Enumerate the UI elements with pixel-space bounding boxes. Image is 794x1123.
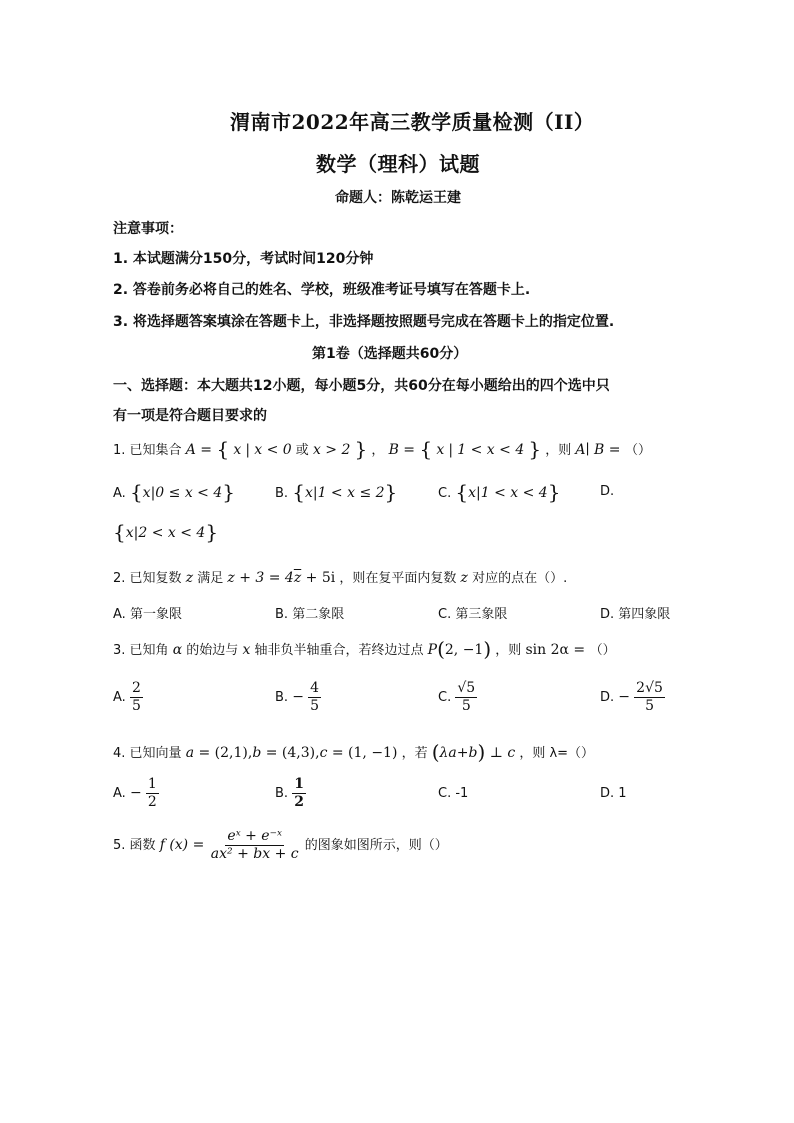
question-text: ，则	[545, 443, 572, 458]
option-d-content	[113, 520, 218, 544]
fraction-denominator: 5	[310, 697, 319, 714]
option-c	[438, 480, 560, 504]
math-var: x	[468, 485, 476, 501]
separator-bar: |	[448, 442, 454, 458]
math-cond: 1 < x < 4	[480, 485, 548, 501]
separator-bar: |	[133, 525, 139, 541]
option-label: B.	[275, 689, 289, 705]
option-b	[275, 480, 397, 504]
question-text: ，则在复平面内复数	[339, 571, 457, 586]
option-d	[600, 603, 670, 622]
question-text: 满足	[197, 571, 224, 586]
math-var: x	[436, 442, 445, 458]
option-text: -1	[455, 786, 469, 801]
fraction-denominator: 5	[131, 697, 141, 714]
fraction-denominator: ax² + bx + c	[210, 845, 299, 862]
brace-open-icon: {	[129, 480, 143, 504]
notice-item: 3. 将选择题答案填涂在答题卡上，非选择题按照题号完成在答题卡上的指定位置.	[113, 314, 615, 330]
option-label: D.	[600, 786, 615, 801]
option-label: D.	[600, 484, 615, 499]
option-label: D.	[600, 689, 615, 705]
math-cond: 0 ≤ x < 4	[155, 485, 223, 501]
fraction-numerator: 2√5	[636, 680, 663, 696]
fraction-numerator: 2	[131, 680, 141, 696]
option-label: D.	[600, 607, 615, 622]
math-var: x	[125, 525, 134, 541]
option-a	[113, 680, 143, 715]
math-var: α	[172, 642, 183, 658]
option-label: A.	[113, 607, 126, 622]
question-3	[113, 637, 616, 661]
math-value: = (2,1),	[194, 745, 253, 761]
fraction	[130, 680, 143, 715]
option-sign: −	[292, 688, 304, 705]
question-text: 的始边与	[186, 643, 239, 658]
fraction	[634, 680, 665, 715]
brace-close-icon: }	[205, 520, 219, 544]
option-label: A.	[113, 689, 126, 705]
question-text: 的图象如图所示，则（）	[304, 837, 448, 853]
math-cond: 1 < x < 4	[457, 442, 525, 458]
option-text: 第三象限	[455, 607, 508, 622]
brace-open-icon: {	[455, 480, 469, 504]
answer-blank: （）	[624, 443, 651, 458]
question-stem: 5. 函数	[113, 837, 156, 853]
fraction	[308, 680, 321, 715]
brace-close-icon: }	[222, 480, 236, 504]
math-conjugate: $\overline{z}$	[293, 570, 302, 586]
brace-close-icon: }	[547, 480, 561, 504]
paren-close-icon: )	[483, 637, 492, 661]
option-c	[438, 603, 507, 622]
option-label: B.	[275, 785, 289, 801]
math-cond: x < 0	[254, 442, 292, 458]
fraction-numerator: 1	[147, 776, 157, 792]
option-label: C.	[438, 786, 452, 801]
option-c	[438, 786, 468, 801]
vector-c: c	[507, 745, 516, 761]
math-expr: A∣ B =	[575, 442, 625, 458]
math-expr: + 5i	[301, 570, 336, 586]
question-text: ，则	[495, 643, 522, 658]
option-label: C.	[438, 689, 452, 705]
brace-close-icon: }	[528, 437, 542, 461]
vector-c: c	[319, 745, 328, 761]
notice-heading: 注意事项：	[113, 221, 183, 237]
fraction	[209, 828, 301, 863]
option-a	[113, 776, 159, 811]
question-4	[113, 740, 594, 764]
fraction-denominator: 5	[645, 697, 654, 714]
option-label: B.	[275, 607, 289, 622]
question-text: ，若	[401, 746, 428, 761]
option-d	[600, 786, 627, 801]
option-label: A.	[113, 486, 126, 501]
math-var: x	[242, 642, 251, 658]
section-heading: 一、选择题：本大题共12小题，每小题5分，共60分在每小题给出的四个选中只	[113, 378, 610, 394]
perpendicular-symbol: ⊥	[485, 745, 508, 761]
fraction-numerator: 4	[310, 680, 319, 696]
brace-open-icon: {	[419, 437, 433, 461]
option-d	[600, 484, 614, 499]
fraction-denominator: 2	[294, 793, 304, 810]
option-sign: −	[129, 784, 142, 801]
math-expr: B =	[388, 442, 420, 458]
math-var: z	[185, 570, 194, 586]
math-coords: 2, −1	[444, 642, 484, 658]
page-title: 渭南市2022年高三教学质量检测（II）	[230, 110, 595, 134]
question-stem: 4. 已知向量	[113, 746, 182, 761]
option-d	[600, 680, 665, 715]
separator-bar: |	[150, 485, 156, 501]
math-expr: f (x) =	[159, 836, 209, 853]
option-a	[113, 603, 182, 622]
author-line: 命题人：陈乾运王建	[335, 190, 461, 206]
fraction-numerator: √5	[457, 680, 476, 696]
brace-open-icon: {	[216, 437, 230, 461]
plus-sign: +	[456, 745, 469, 761]
vector-a: a	[448, 745, 457, 761]
math-var: x	[304, 485, 313, 501]
brace-open-icon: {	[292, 480, 305, 504]
paren-close-icon: )	[477, 740, 486, 764]
part-title: 第1卷（选择题共60分）	[312, 346, 468, 362]
fraction	[455, 680, 477, 715]
question-stem: 3. 已知角	[113, 643, 169, 658]
fraction-numerator: 1	[294, 776, 304, 792]
question-stem: 2. 已知复数	[113, 571, 182, 586]
question-1	[113, 437, 651, 461]
notice-item: 1. 本试题满分150分，考试时间120分钟	[113, 251, 374, 267]
question-5	[113, 828, 448, 863]
option-label: B.	[275, 486, 289, 501]
math-var: P	[427, 642, 438, 658]
paren-open-icon: (	[431, 740, 440, 764]
math-cond: x > 2	[312, 442, 351, 458]
option-label: C.	[438, 607, 452, 622]
option-text: 1	[618, 786, 627, 801]
option-a	[113, 480, 235, 504]
separator-bar: |	[245, 442, 251, 458]
option-b	[275, 680, 321, 715]
vector-b: b	[252, 745, 262, 761]
separator-bar: |	[476, 485, 481, 501]
math-value: = (1, −1)	[327, 745, 398, 761]
comma: ，	[371, 443, 385, 458]
option-b	[275, 603, 344, 622]
question-stem: 1. 已知集合	[113, 443, 182, 458]
separator-bar: |	[312, 485, 318, 501]
option-text: 第四象限	[618, 607, 671, 622]
question-text: ，则 λ=（）	[519, 746, 595, 761]
question-text: 对应的点在（）.	[472, 571, 568, 586]
math-cond: 1 < x ≤ 2	[317, 485, 385, 501]
section-heading-cont: 有一项是符合题目要求的	[113, 408, 267, 424]
notice-item: 2. 答卷前务必将自己的姓名、学校，班级准考证号填写在答题卡上.	[113, 282, 531, 298]
page-subtitle: 数学（理科）试题	[316, 152, 480, 176]
question-text: 轴非负半轴重合，若终边过点	[254, 643, 424, 658]
brace-close-icon: }	[354, 437, 368, 461]
math-expr: sin 2α =	[525, 642, 590, 658]
math-var: z	[460, 570, 468, 586]
math-cond: 2 < x < 4	[138, 525, 206, 541]
fraction-numerator: eˣ + e⁻ˣ	[227, 828, 282, 844]
question-2	[113, 567, 567, 586]
option-text: 第一象限	[129, 607, 182, 622]
math-var: x	[233, 442, 242, 458]
vector-a: a	[185, 745, 195, 761]
fraction-denominator: 2	[147, 793, 157, 810]
option-label: C.	[438, 486, 452, 501]
fraction	[292, 776, 306, 811]
answer-blank: （）	[589, 643, 616, 658]
math-var: λ	[439, 745, 449, 761]
math-expr: A =	[185, 442, 217, 458]
fraction-denominator: 5	[461, 697, 471, 714]
option-label: A.	[113, 785, 126, 801]
vector-b: b	[468, 745, 478, 761]
option-c	[438, 680, 477, 715]
math-var: x	[142, 485, 151, 501]
math-expr: z + 3 = 4	[227, 570, 294, 586]
option-text: 第二象限	[292, 607, 345, 622]
option-b	[275, 776, 306, 811]
math-value: = (4,3),	[261, 745, 320, 761]
fraction	[146, 776, 159, 811]
or-word: 或	[295, 443, 309, 458]
paren-open-icon: (	[437, 637, 445, 661]
brace-open-icon: {	[113, 520, 126, 544]
option-sign: −	[618, 688, 631, 705]
brace-close-icon: }	[384, 480, 398, 504]
